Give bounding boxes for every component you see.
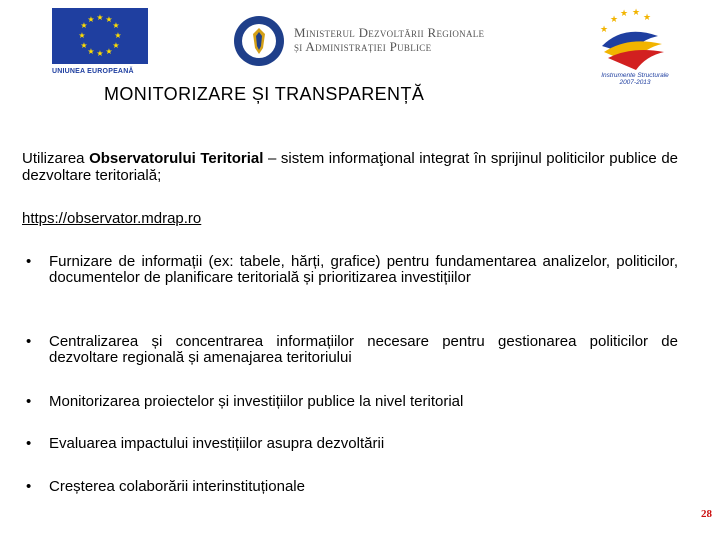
svg-text:★: ★ [80, 41, 88, 50]
government-seal-icon [232, 14, 286, 68]
intro-paragraph [22, 150, 678, 184]
structural-instruments-name: Instrumente Structurale [601, 72, 669, 79]
svg-text:★: ★ [112, 21, 120, 30]
ministry-line-1: Ministerul Dezvoltării Regionale [294, 25, 485, 40]
structural-instruments-period: 2007-2013 [619, 79, 651, 86]
eu-flag-icon [52, 8, 148, 64]
eu-logo [52, 8, 148, 80]
svg-text:★: ★ [96, 13, 104, 22]
bullet-text: Monitorizarea proiectelor și investițiilor publice la nivel teritorial [49, 393, 464, 410]
page-number: 28 [701, 508, 712, 520]
svg-text:★: ★ [80, 21, 88, 30]
intro-bold: Observatorului Teritorial [89, 150, 264, 167]
svg-text:★: ★ [631, 8, 641, 18]
svg-text:★: ★ [105, 47, 113, 56]
bullet-icon: • [26, 333, 32, 350]
svg-text:★: ★ [609, 15, 619, 25]
bullet-icon: • [26, 393, 32, 410]
svg-text:★: ★ [105, 15, 113, 24]
page-title: MONITORIZARE ȘI TRANSPARENȚĂ [104, 84, 425, 104]
bullet-text: Creșterea colaborării interinstituționale [49, 478, 305, 495]
observator-link[interactable]: https://observator.mdrap.ro [22, 210, 202, 227]
structural-instruments-caption [590, 72, 680, 86]
bullet-icon: • [26, 253, 32, 270]
intro-suffix: – sistem informaţional integrat în sprijinul politicilor publice de dezvoltare teritorială; [22, 150, 679, 184]
svg-text:★: ★ [78, 31, 86, 40]
svg-text:★: ★ [96, 49, 104, 58]
bullet-text: Centralizarea și concentrarea informațiilor necesare pentru gestionarea politicilor de dezvoltare regională și amenajarea teritoriului [49, 333, 678, 366]
intro-prefix: Utilizarea [22, 150, 90, 167]
ministry-line-2: și Administrației Publice [294, 39, 432, 54]
svg-text:★: ★ [87, 47, 95, 56]
bullet-text: Furnizare de informații (ex: tabele, hărți, grafice) pentru fundamentarea analizelor, politicilor, documentelor de planificare teritorială și prioritizarea investițiilor [49, 253, 678, 286]
svg-text:★: ★ [114, 31, 122, 40]
eu-caption: UNIUNEA EUROPEANĂ [52, 68, 134, 75]
structural-instruments-logo [584, 6, 674, 86]
bullet-icon: • [26, 435, 32, 452]
structural-instruments-icon [584, 6, 674, 72]
svg-text:★: ★ [112, 41, 120, 50]
bullet-text: Evaluarea impactului investițiilor asupra dezvoltării [49, 435, 385, 452]
bullet-icon: • [26, 478, 32, 495]
svg-text:★: ★ [87, 15, 95, 24]
svg-text:★: ★ [599, 25, 609, 35]
svg-text:★: ★ [642, 13, 652, 23]
svg-text:★: ★ [619, 9, 629, 19]
ministry-logo [232, 14, 502, 70]
ministry-name [294, 26, 484, 54]
